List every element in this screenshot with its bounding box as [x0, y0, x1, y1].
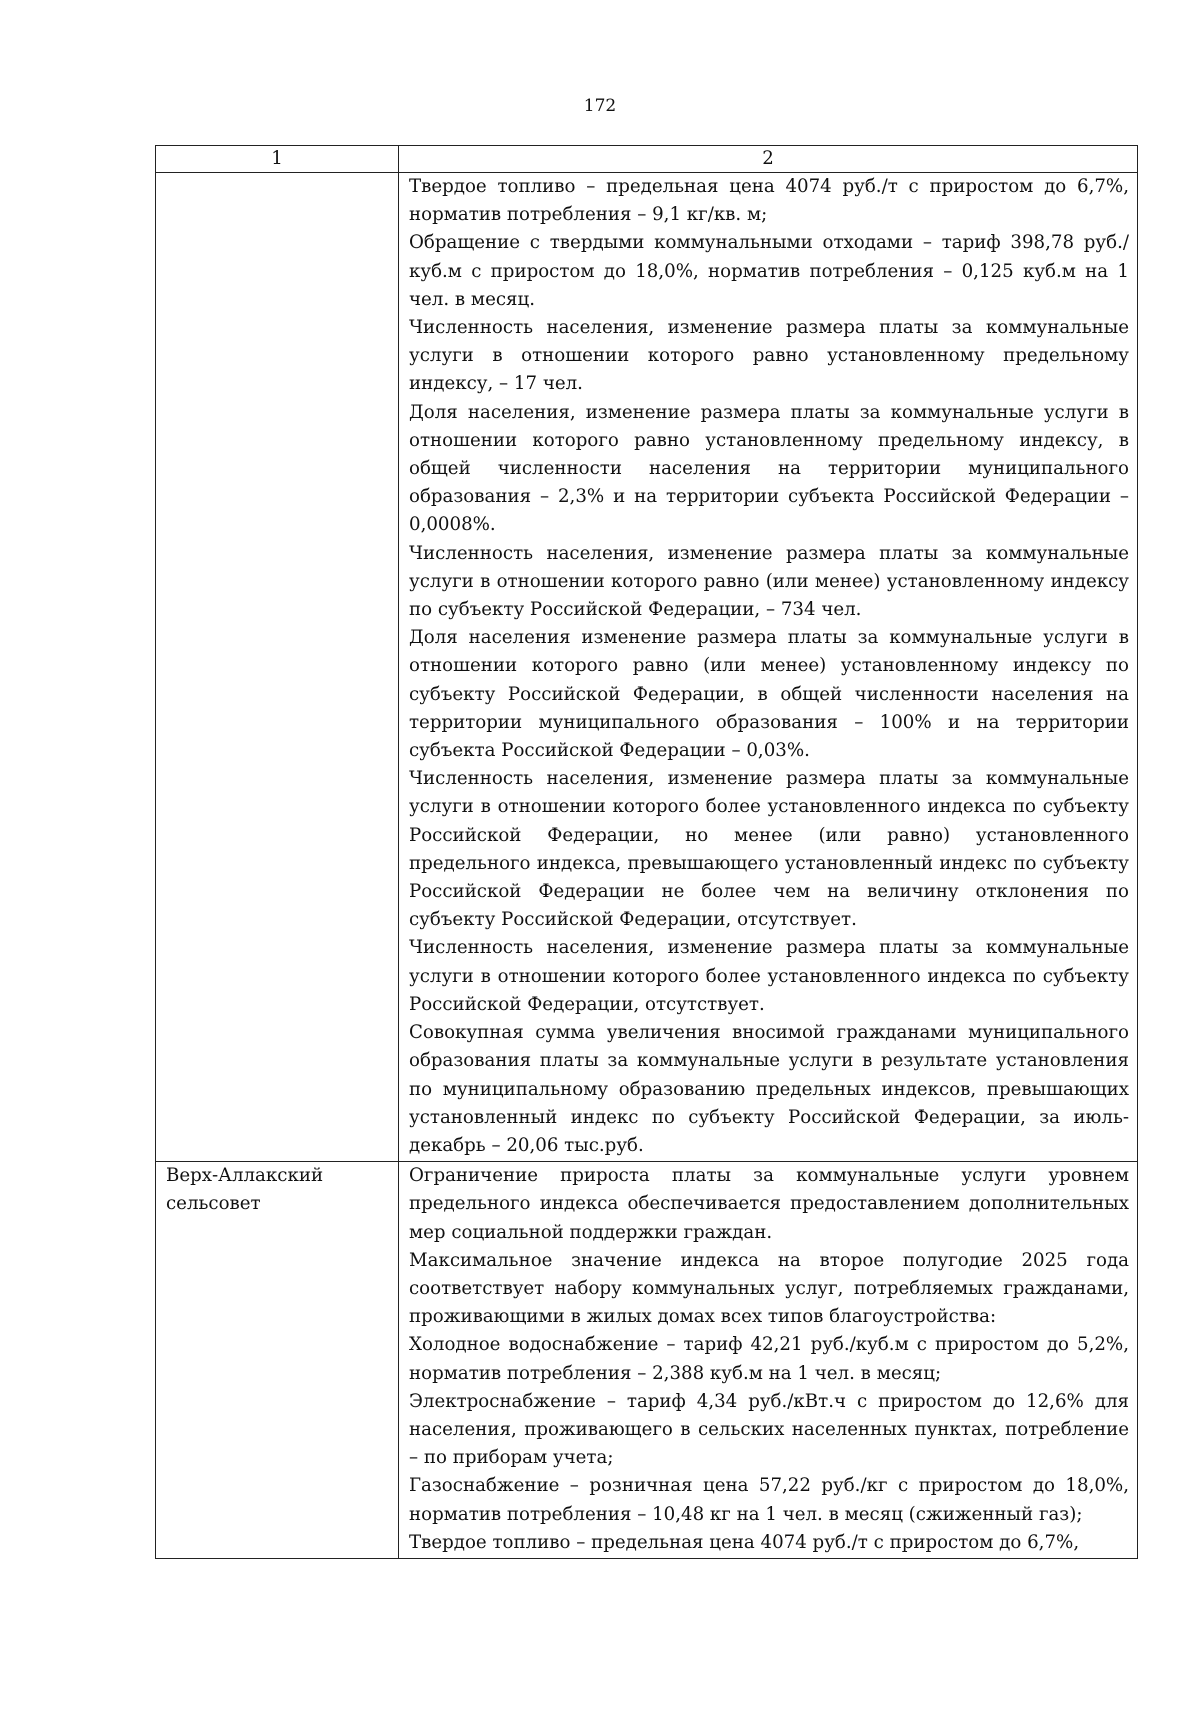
paragraph: Численность населения, изменение размера платы за коммунальные услуги в отношении которого более установленного индекса по субъекту Российской Федерации, но менее (или равно) установленного предельного индекса, превышающего установленный индекс по субъекту Российской Федерации не более чем на величину отклонения по субъекту Российской Федерации, отсутствует. [409, 768, 1129, 931]
column-header-1: 1 [156, 146, 399, 173]
utility-tariff-table [155, 145, 1138, 1559]
region-cell: Верх-Аллакский сельсовет [156, 1162, 399, 1559]
paragraph: Совокупная сумма увеличения вносимой гражданами муниципального образования платы за коммунальные услуги в результате установления по муниципальному образованию предельных индексов, превышающих установленный индекс по субъекту Российской Федерации, за июль-декабрь – 20,06 тыс.руб. [409, 1022, 1129, 1156]
paragraph: Доля населения, изменение размера платы за коммунальные услуги в отношении которого равно установленному предельному индексу, в общей численности населения на территории муниципального образования – 2,3% и на территории субъекта Российской Федерации – 0,0008%. [409, 401, 1129, 536]
paragraph: Численность населения, изменение размера платы за коммунальные услуги в отношении которого равно установленному предельному индексу, – 17 чел. [409, 317, 1129, 395]
description-cell [399, 173, 1138, 1162]
paragraph: Максимальное значение индекса на второе полугодие 2025 года соответствует набору коммунальных услуг, потребляемых гражданами, проживающими в жилых домах всех типов благоустройства: [409, 1249, 1129, 1328]
paragraph: Электроснабжение – тариф 4,34 руб./кВт.ч с приростом до 12,6% для населения, проживающего в сельских населенных пунктах, потребление – по приборам учета; [409, 1390, 1129, 1469]
page-number: 172 [583, 96, 617, 116]
paragraph: Численность населения, изменение размера платы за коммунальные услуги в отношении которого более установленного индекса по субъекту Российской Федерации, отсутствует. [409, 937, 1129, 1015]
paragraph: Холодное водоснабжение – тариф 42,21 руб./куб.м с приростом до 5,2%, норматив потребления – 2,388 куб.м на 1 чел. в месяц; [409, 1334, 1129, 1384]
table-row [156, 1162, 1138, 1559]
paragraph: Обращение с твердыми коммунальными отходами – тариф 398,78 руб./куб.м с приростом до 18,0%, норматив потребления – 0,125 куб.м на 1 чел. в месяц. [409, 232, 1129, 310]
region-cell [156, 173, 399, 1162]
table-header-row [156, 146, 1138, 173]
paragraph: Твердое топливо – предельная цена 4074 руб./т с приростом до 6,7%, норматив потребления – 9,1 кг/кв. м; [409, 176, 1129, 226]
paragraph: Ограничение прироста платы за коммунальные услуги уровнем предельного индекса обеспечивается предоставлением дополнительных мер социальной поддержки граждан. [409, 1165, 1129, 1243]
table-row [156, 173, 1138, 1162]
paragraph: Доля населения изменение размера платы за коммунальные услуги в отношении которого равно (или менее) установленному индексу по субъекту Российской Федерации, в общей численности населения на территории муниципального образования – 100% и на территории субъекта Российской Федерации – 0,03%. [409, 627, 1129, 762]
description-cell [399, 1162, 1138, 1559]
paragraph: Газоснабжение – розничная цена 57,22 руб./кг с приростом до 18,0%, норматив потребления – 10,48 кг на 1 чел. в месяц (сжиженный газ); [409, 1475, 1129, 1525]
paragraph: Численность населения, изменение размера платы за коммунальные услуги в отношении которого равно (или менее) установленному индексу по субъекту Российской Федерации, – 734 чел. [409, 542, 1129, 621]
paragraph: Твердое топливо – предельная цена 4074 руб./т с приростом до 6,7%, [409, 1531, 1080, 1553]
column-header-2: 2 [399, 146, 1138, 173]
